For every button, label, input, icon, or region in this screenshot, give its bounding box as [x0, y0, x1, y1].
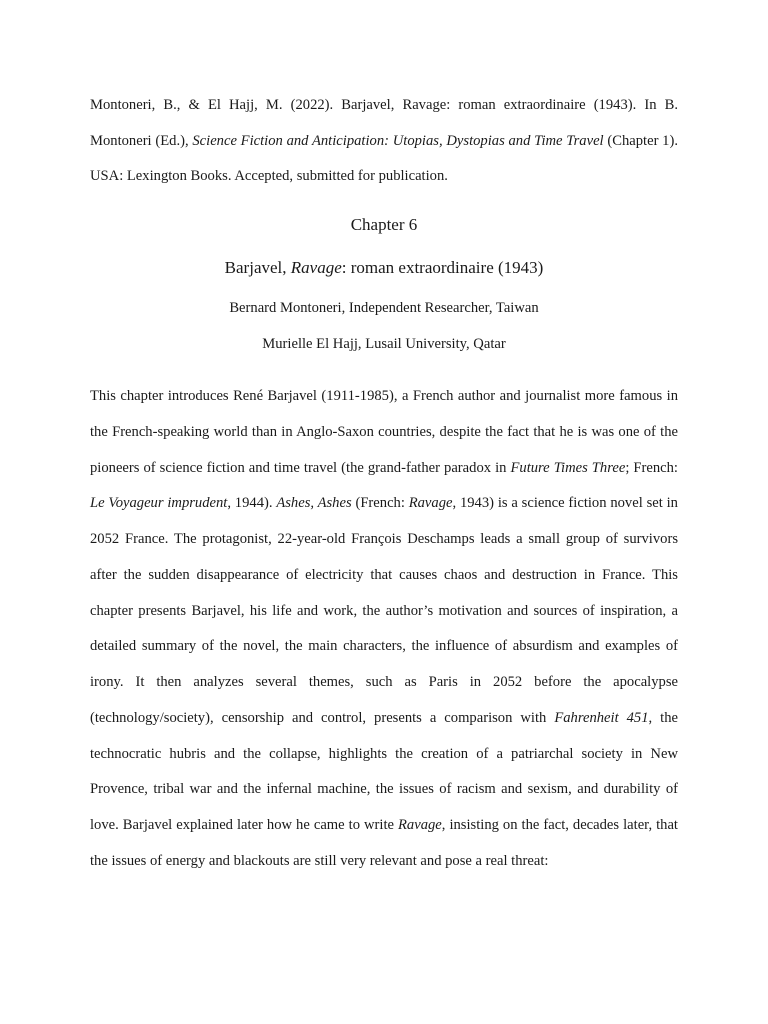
abstract-text: , 1944).	[227, 495, 277, 512]
abstract-text: , the technocratic hubris and the collapse, highlights the creation of a patriarchal society in New Provence, tribal war and the infernal machine, the issues of racism and sexism, and durability of love. Barjavel explained later how he came to write	[90, 709, 678, 833]
abstract-text: ; French:	[625, 459, 678, 476]
abstract-italic-title: Ashes, Ashes	[276, 495, 352, 512]
abstract-text: (French:	[351, 495, 409, 512]
citation	[90, 88, 678, 195]
chapter-title-prefix: Barjavel,	[224, 258, 291, 277]
chapter-label: Chapter 6	[350, 215, 418, 234]
abstract-italic-title: Fahrenheit 451	[554, 709, 649, 726]
abstract-italic-title: Ravage	[408, 495, 453, 512]
citation-text-end: (Chapter 1). USA: Lexington Books. Accepted, submitted for publication.	[90, 132, 678, 184]
chapter-title-italic: Ravage	[290, 258, 342, 277]
abstract-text: This chapter introduces René Barjavel (1911-1985), a French author and journalist more famous in the French-speaking world than in Anglo-Saxon countries, despite the fact that he is was one of the pioneers of science fiction and time travel (the grand-father paradox in	[90, 388, 678, 476]
citation-book-title: Science Fiction and Anticipation: Utopias, Dystopias and Time Travel	[192, 132, 604, 149]
abstract-italic-title: Ravage	[398, 817, 442, 833]
author-affiliation-2: Murielle El Hajj, Lusail University, Qatar	[262, 336, 506, 352]
chapter-title	[90, 254, 678, 282]
abstract-text: , 1943) is a science fiction novel set in 2052 France. The protagonist, 22-year-old François Deschamps leads a small group of survivors after the sudden disappearance of electricity that causes chaos and destruction in France. This chapter presents Barjavel, his life and work, the author’s motivation and sources of inspiration, a detailed summary of the novel, the main characters, the influence of absurdism and examples of irony. It then analyzes several themes, such as Paris in 2052 before the apocalypse (technology/society), censorship and control, presents a comparison with	[90, 495, 678, 726]
author-affiliation-1: Bernard Montoneri, Independent Researcher, Taiwan	[229, 300, 539, 316]
chapter-title-suffix: : roman extraordinaire (1943)	[341, 258, 544, 277]
abstract-italic-title: Le Voyageur imprudent	[90, 495, 228, 512]
abstract-italic-title: Future Times Three	[510, 459, 626, 476]
abstract-text: , insisting on the fact, decades later, that the issues of energy and blackouts are still very relevant and pose a real threat:	[90, 817, 678, 869]
citation-text: Montoneri, B., & El Hajj, M. (2022). Barjavel, Ravage: roman extraordinaire (1943). In B. Montoneri (Ed.),	[90, 97, 678, 149]
abstract-paragraph	[90, 379, 678, 880]
